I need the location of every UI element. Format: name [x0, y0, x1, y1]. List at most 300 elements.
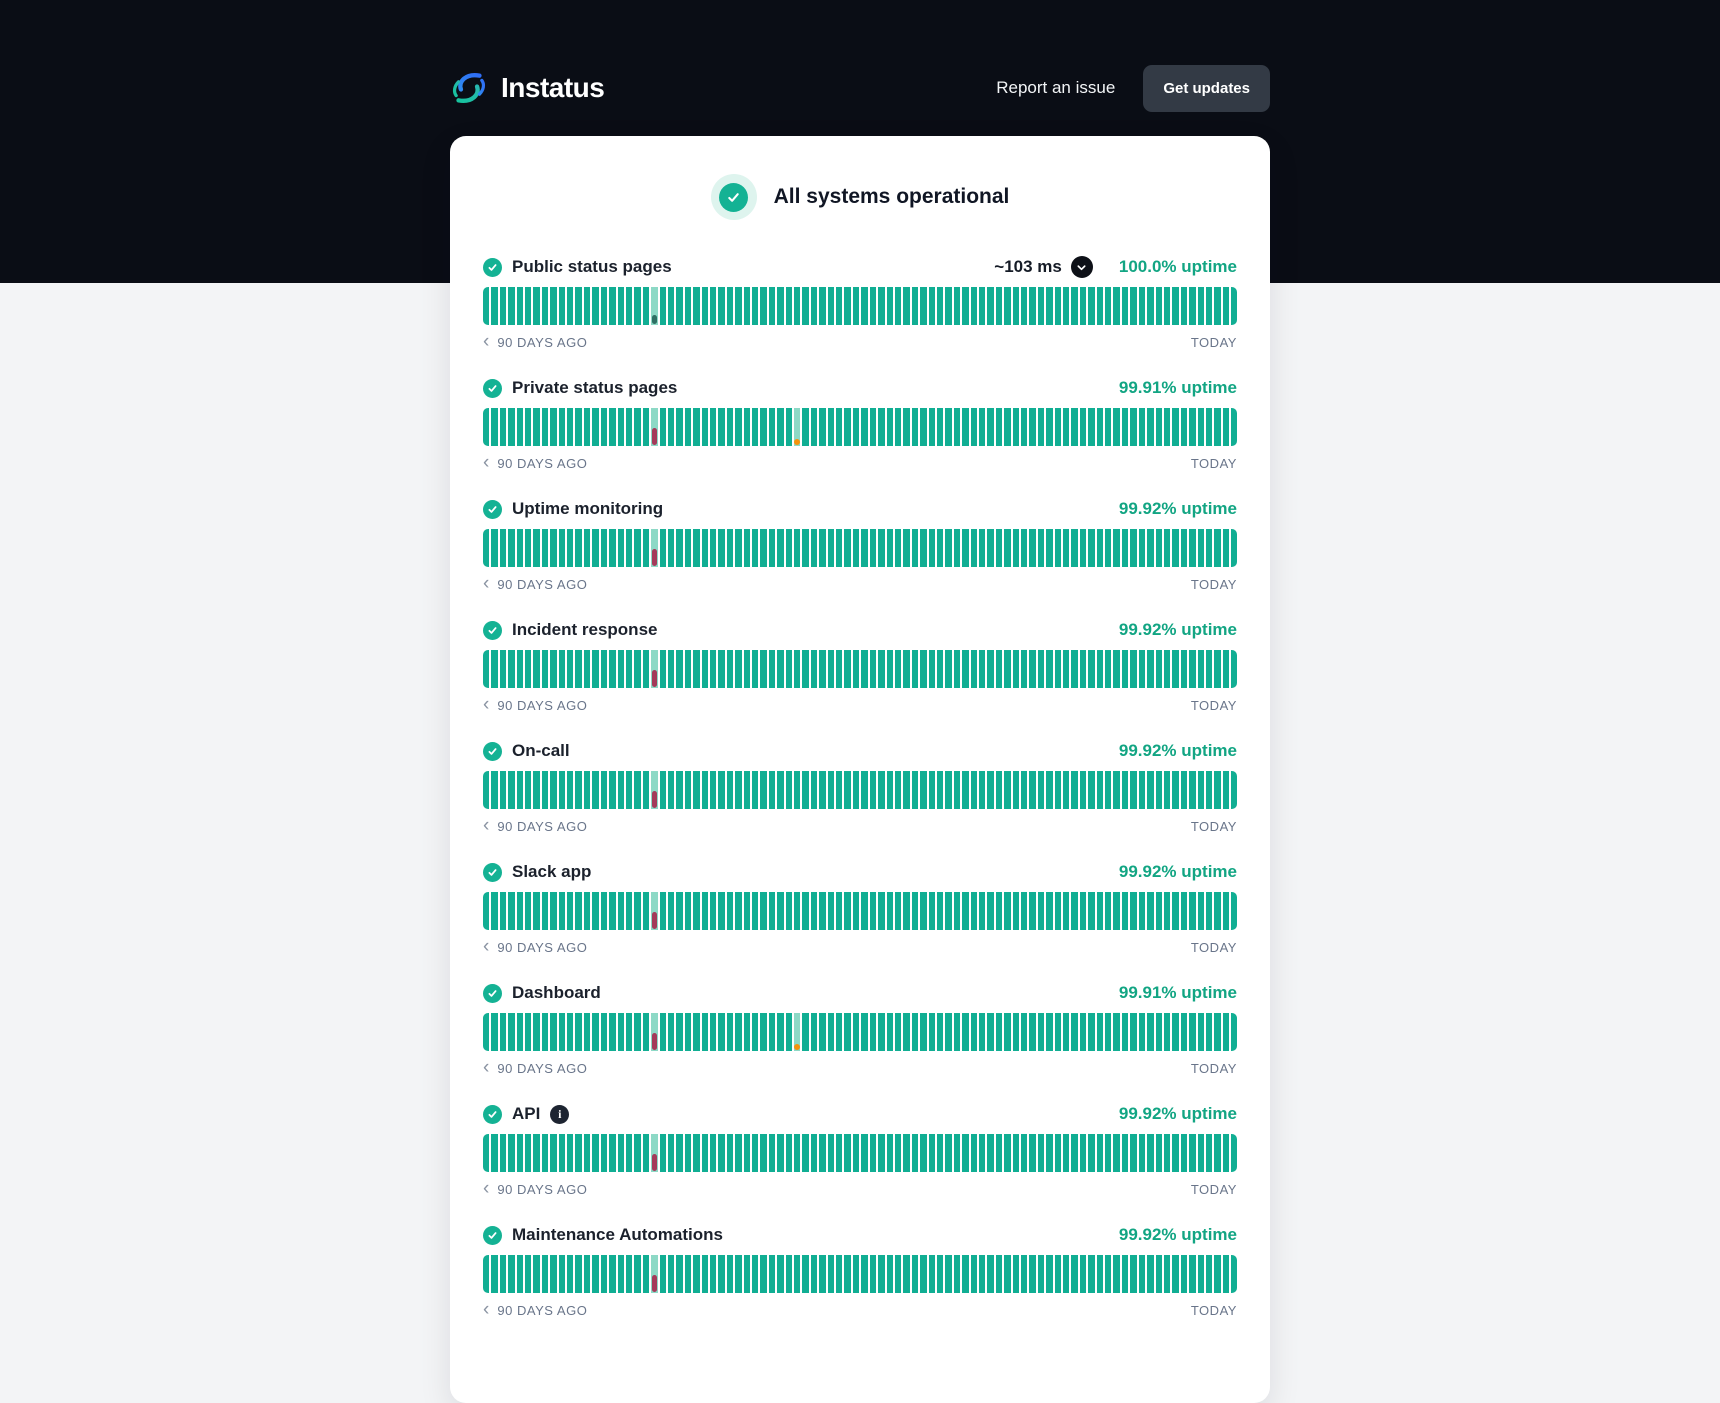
uptime-day-cell[interactable]: [861, 1255, 867, 1293]
uptime-day-cell[interactable]: [1122, 892, 1128, 930]
uptime-day-cell[interactable]: [592, 771, 598, 809]
uptime-day-cell[interactable]: [626, 1013, 632, 1051]
uptime-day-cell[interactable]: [710, 771, 716, 809]
uptime-day-cell[interactable]: [1164, 1255, 1170, 1293]
uptime-day-cell[interactable]: [954, 1255, 960, 1293]
uptime-day-cell[interactable]: [1164, 771, 1170, 809]
uptime-day-cell[interactable]: [559, 892, 565, 930]
uptime-day-cell[interactable]: [760, 771, 766, 809]
uptime-day-cell[interactable]: [727, 1013, 733, 1051]
uptime-day-cell[interactable]: [811, 408, 817, 446]
uptime-day-cell[interactable]: [853, 408, 859, 446]
uptime-day-cell[interactable]: [575, 408, 581, 446]
uptime-day-cell[interactable]: [550, 1134, 556, 1172]
uptime-day-cell[interactable]: [1113, 1255, 1119, 1293]
uptime-day-cell[interactable]: [525, 287, 531, 325]
uptime-day-cell[interactable]: [853, 287, 859, 325]
uptime-day-cell[interactable]: [575, 529, 581, 567]
uptime-day-cell[interactable]: [929, 1134, 935, 1172]
uptime-day-cell[interactable]: [794, 650, 800, 688]
uptime-day-cell[interactable]: [609, 650, 615, 688]
uptime-day-cell[interactable]: [1105, 408, 1111, 446]
uptime-day-cell[interactable]: [752, 650, 758, 688]
uptime-day-cell[interactable]: [1147, 650, 1153, 688]
uptime-day-cell[interactable]: [971, 529, 977, 567]
uptime-day-cell[interactable]: [609, 1134, 615, 1172]
uptime-day-cell[interactable]: [887, 408, 893, 446]
uptime-day-cell[interactable]: [744, 771, 750, 809]
uptime-day-cell[interactable]: [777, 529, 783, 567]
uptime-day-cell[interactable]: [693, 650, 699, 688]
uptime-day-cell[interactable]: [1088, 892, 1094, 930]
uptime-day-cell[interactable]: [1231, 287, 1237, 325]
uptime-day-cell[interactable]: [1046, 287, 1052, 325]
uptime-day-cell[interactable]: [575, 650, 581, 688]
uptime-day-cell[interactable]: [929, 892, 935, 930]
uptime-day-cell[interactable]: [542, 892, 548, 930]
uptime-day-cell[interactable]: [693, 287, 699, 325]
uptime-day-cell[interactable]: [903, 1134, 909, 1172]
uptime-day-cell[interactable]: [618, 892, 624, 930]
uptime-day-cell[interactable]: [878, 529, 884, 567]
uptime-day-cell[interactable]: [794, 529, 800, 567]
uptime-day-cell[interactable]: [828, 892, 834, 930]
uptime-day-cell[interactable]: [1071, 650, 1077, 688]
chevron-left-icon[interactable]: ‹: [483, 936, 490, 957]
uptime-day-cell[interactable]: [887, 892, 893, 930]
uptime-day-cell[interactable]: [1156, 650, 1162, 688]
uptime-day-cell[interactable]: [769, 1255, 775, 1293]
uptime-day-cell[interactable]: [718, 892, 724, 930]
uptime-day-cell[interactable]: [693, 771, 699, 809]
uptime-day-cell[interactable]: [1088, 650, 1094, 688]
uptime-day-cell[interactable]: [996, 1255, 1002, 1293]
uptime-day-cell[interactable]: [1172, 771, 1178, 809]
uptime-day-cell[interactable]: [735, 529, 741, 567]
uptime-day-cell[interactable]: [508, 892, 514, 930]
uptime-day-cell[interactable]: [962, 650, 968, 688]
uptime-day-cell[interactable]: [1080, 1134, 1086, 1172]
uptime-day-cell[interactable]: [971, 1134, 977, 1172]
uptime-day-cell[interactable]: [1063, 529, 1069, 567]
uptime-day-cell[interactable]: [903, 408, 909, 446]
uptime-day-cell[interactable]: [819, 892, 825, 930]
uptime-day-cell[interactable]: [685, 650, 691, 688]
uptime-day-cell[interactable]: [878, 1134, 884, 1172]
uptime-day-cell[interactable]: [760, 529, 766, 567]
uptime-day-cell[interactable]: [786, 287, 792, 325]
uptime-day-cell[interactable]: [517, 771, 523, 809]
uptime-day-cell[interactable]: [1071, 529, 1077, 567]
uptime-day-cell[interactable]: [1214, 650, 1220, 688]
uptime-day-cell[interactable]: [693, 529, 699, 567]
uptime-day-cell[interactable]: [702, 771, 708, 809]
uptime-day-cell[interactable]: [1004, 892, 1010, 930]
uptime-day-cell[interactable]: [693, 408, 699, 446]
uptime-day-cell[interactable]: [575, 1134, 581, 1172]
uptime-day-cell[interactable]: [878, 287, 884, 325]
uptime-day-cell[interactable]: [794, 408, 800, 446]
uptime-day-cell[interactable]: [727, 650, 733, 688]
uptime-day-cell[interactable]: [601, 1255, 607, 1293]
uptime-day-cell[interactable]: [1198, 529, 1204, 567]
uptime-day-cell[interactable]: [1156, 1013, 1162, 1051]
uptime-day-cell[interactable]: [760, 1134, 766, 1172]
uptime-day-cell[interactable]: [651, 1255, 657, 1293]
uptime-day-cell[interactable]: [1113, 529, 1119, 567]
uptime-day-cell[interactable]: [567, 771, 573, 809]
uptime-day-cell[interactable]: [903, 1013, 909, 1051]
uptime-day-cell[interactable]: [483, 892, 489, 930]
uptime-day-cell[interactable]: [819, 1013, 825, 1051]
chevron-left-icon[interactable]: ‹: [483, 573, 490, 594]
uptime-day-cell[interactable]: [533, 1134, 539, 1172]
uptime-day-cell[interactable]: [718, 1013, 724, 1051]
uptime-day-cell[interactable]: [802, 892, 808, 930]
uptime-day-cell[interactable]: [1147, 287, 1153, 325]
uptime-day-cell[interactable]: [685, 408, 691, 446]
uptime-day-cell[interactable]: [1189, 287, 1195, 325]
uptime-day-cell[interactable]: [735, 408, 741, 446]
uptime-day-cell[interactable]: [1122, 1134, 1128, 1172]
uptime-day-cell[interactable]: [634, 1255, 640, 1293]
uptime-day-cell[interactable]: [491, 892, 497, 930]
uptime-day-cell[interactable]: [769, 529, 775, 567]
uptime-day-cell[interactable]: [1038, 287, 1044, 325]
uptime-day-cell[interactable]: [887, 287, 893, 325]
uptime-day-cell[interactable]: [836, 529, 842, 567]
uptime-day-cell[interactable]: [1105, 650, 1111, 688]
uptime-day-cell[interactable]: [929, 287, 935, 325]
uptime-day-cell[interactable]: [1029, 1013, 1035, 1051]
uptime-day-cell[interactable]: [693, 1255, 699, 1293]
uptime-day-cell[interactable]: [996, 892, 1002, 930]
uptime-day-cell[interactable]: [1105, 529, 1111, 567]
uptime-day-cell[interactable]: [836, 287, 842, 325]
uptime-day-cell[interactable]: [533, 287, 539, 325]
uptime-day-cell[interactable]: [1080, 1013, 1086, 1051]
uptime-day-cell[interactable]: [643, 1134, 649, 1172]
uptime-day-cell[interactable]: [760, 1013, 766, 1051]
uptime-day-cell[interactable]: [1172, 892, 1178, 930]
uptime-day-cell[interactable]: [559, 1134, 565, 1172]
uptime-day-cell[interactable]: [987, 771, 993, 809]
chevron-left-icon[interactable]: ‹: [483, 815, 490, 836]
uptime-day-cell[interactable]: [1113, 1013, 1119, 1051]
uptime-day-cell[interactable]: [1063, 771, 1069, 809]
uptime-day-cell[interactable]: [1004, 408, 1010, 446]
uptime-day-cell[interactable]: [517, 892, 523, 930]
uptime-day-cell[interactable]: [592, 1255, 598, 1293]
uptime-day-cell[interactable]: [609, 1013, 615, 1051]
uptime-day-cell[interactable]: [550, 892, 556, 930]
uptime-day-cell[interactable]: [525, 408, 531, 446]
uptime-day-cell[interactable]: [491, 408, 497, 446]
uptime-day-cell[interactable]: [1147, 892, 1153, 930]
uptime-day-cell[interactable]: [811, 771, 817, 809]
uptime-day-cell[interactable]: [1038, 1255, 1044, 1293]
uptime-day-cell[interactable]: [718, 650, 724, 688]
uptime-day-cell[interactable]: [1055, 1134, 1061, 1172]
uptime-day-cell[interactable]: [895, 408, 901, 446]
uptime-day-cell[interactable]: [559, 650, 565, 688]
uptime-day-cell[interactable]: [752, 529, 758, 567]
uptime-day-cell[interactable]: [1013, 1255, 1019, 1293]
uptime-day-cell[interactable]: [483, 1255, 489, 1293]
uptime-day-cell[interactable]: [760, 1255, 766, 1293]
uptime-day-cell[interactable]: [971, 1013, 977, 1051]
uptime-day-cell[interactable]: [836, 1013, 842, 1051]
uptime-day-cell[interactable]: [1231, 529, 1237, 567]
uptime-day-cell[interactable]: [1029, 1255, 1035, 1293]
uptime-day-cell[interactable]: [887, 1255, 893, 1293]
uptime-day-cell[interactable]: [508, 287, 514, 325]
uptime-day-cell[interactable]: [962, 287, 968, 325]
uptime-day-cell[interactable]: [811, 1255, 817, 1293]
uptime-day-cell[interactable]: [819, 287, 825, 325]
uptime-day-cell[interactable]: [1231, 892, 1237, 930]
uptime-day-cell[interactable]: [500, 529, 506, 567]
report-issue-link[interactable]: Report an issue: [996, 78, 1116, 97]
uptime-day-cell[interactable]: [1206, 892, 1212, 930]
uptime-day-cell[interactable]: [1021, 1255, 1027, 1293]
chevron-left-icon[interactable]: ‹: [483, 331, 490, 352]
uptime-day-cell[interactable]: [1130, 771, 1136, 809]
uptime-day-cell[interactable]: [811, 1134, 817, 1172]
uptime-day-cell[interactable]: [945, 1013, 951, 1051]
uptime-day-cell[interactable]: [609, 892, 615, 930]
uptime-day-cell[interactable]: [752, 1255, 758, 1293]
uptime-day-cell[interactable]: [1071, 1013, 1077, 1051]
uptime-day-cell[interactable]: [954, 529, 960, 567]
uptime-day-cell[interactable]: [954, 408, 960, 446]
uptime-day-cell[interactable]: [1063, 1013, 1069, 1051]
uptime-day-cell[interactable]: [870, 892, 876, 930]
uptime-day-cell[interactable]: [1164, 1013, 1170, 1051]
uptime-day-cell[interactable]: [752, 287, 758, 325]
uptime-day-cell[interactable]: [1097, 408, 1103, 446]
uptime-day-cell[interactable]: [794, 1255, 800, 1293]
uptime-day-cell[interactable]: [1055, 287, 1061, 325]
uptime-day-cell[interactable]: [1130, 892, 1136, 930]
uptime-day-cell[interactable]: [870, 529, 876, 567]
uptime-day-cell[interactable]: [634, 529, 640, 567]
uptime-day-cell[interactable]: [844, 408, 850, 446]
uptime-day-cell[interactable]: [1181, 650, 1187, 688]
uptime-day-cell[interactable]: [533, 892, 539, 930]
uptime-day-cell[interactable]: [533, 650, 539, 688]
uptime-day-cell[interactable]: [727, 1255, 733, 1293]
uptime-day-cell[interactable]: [592, 408, 598, 446]
uptime-day-cell[interactable]: [844, 650, 850, 688]
uptime-day-cell[interactable]: [844, 1255, 850, 1293]
uptime-day-cell[interactable]: [777, 1013, 783, 1051]
uptime-day-cell[interactable]: [903, 1255, 909, 1293]
uptime-day-cell[interactable]: [979, 529, 985, 567]
uptime-day-cell[interactable]: [811, 650, 817, 688]
uptime-day-cell[interactable]: [887, 771, 893, 809]
uptime-day-cell[interactable]: [584, 892, 590, 930]
uptime-day-cell[interactable]: [828, 529, 834, 567]
uptime-day-cell[interactable]: [626, 771, 632, 809]
uptime-day-cell[interactable]: [584, 650, 590, 688]
uptime-day-cell[interactable]: [929, 1255, 935, 1293]
uptime-day-cell[interactable]: [895, 287, 901, 325]
uptime-day-cell[interactable]: [912, 771, 918, 809]
uptime-day-cell[interactable]: [559, 287, 565, 325]
uptime-day-cell[interactable]: [618, 287, 624, 325]
uptime-day-cell[interactable]: [1214, 529, 1220, 567]
uptime-day-cell[interactable]: [483, 1134, 489, 1172]
uptime-day-cell[interactable]: [693, 892, 699, 930]
uptime-day-cell[interactable]: [1231, 1255, 1237, 1293]
uptime-day-cell[interactable]: [500, 650, 506, 688]
uptime-day-cell[interactable]: [727, 408, 733, 446]
uptime-day-cell[interactable]: [828, 1134, 834, 1172]
uptime-day-cell[interactable]: [718, 1255, 724, 1293]
uptime-day-cell[interactable]: [718, 408, 724, 446]
uptime-day-cell[interactable]: [500, 892, 506, 930]
uptime-day-cell[interactable]: [945, 408, 951, 446]
uptime-day-cell[interactable]: [1198, 771, 1204, 809]
uptime-day-cell[interactable]: [870, 650, 876, 688]
uptime-day-cell[interactable]: [962, 771, 968, 809]
uptime-day-cell[interactable]: [1156, 287, 1162, 325]
uptime-day-cell[interactable]: [668, 408, 674, 446]
uptime-day-cell[interactable]: [1206, 1013, 1212, 1051]
uptime-day-cell[interactable]: [920, 771, 926, 809]
uptime-day-cell[interactable]: [601, 892, 607, 930]
uptime-day-cell[interactable]: [962, 1255, 968, 1293]
uptime-day-cell[interactable]: [483, 287, 489, 325]
uptime-day-cell[interactable]: [870, 1255, 876, 1293]
uptime-day-cell[interactable]: [634, 771, 640, 809]
uptime-day-cell[interactable]: [777, 650, 783, 688]
uptime-day-cell[interactable]: [1198, 892, 1204, 930]
uptime-day-cell[interactable]: [525, 1255, 531, 1293]
uptime-day-cell[interactable]: [1206, 1255, 1212, 1293]
chevron-left-icon[interactable]: ‹: [483, 1178, 490, 1199]
uptime-day-cell[interactable]: [1172, 1255, 1178, 1293]
uptime-day-cell[interactable]: [1122, 1013, 1128, 1051]
uptime-day-cell[interactable]: [584, 529, 590, 567]
uptime-day-cell[interactable]: [937, 1013, 943, 1051]
uptime-day-cell[interactable]: [525, 892, 531, 930]
uptime-day-cell[interactable]: [651, 1013, 657, 1051]
uptime-day-cell[interactable]: [1172, 529, 1178, 567]
uptime-day-cell[interactable]: [828, 287, 834, 325]
uptime-day-cell[interactable]: [634, 892, 640, 930]
uptime-day-cell[interactable]: [660, 650, 666, 688]
uptime-day-cell[interactable]: [1164, 1134, 1170, 1172]
uptime-day-cell[interactable]: [660, 1255, 666, 1293]
uptime-day-cell[interactable]: [844, 529, 850, 567]
uptime-day-cell[interactable]: [786, 1255, 792, 1293]
uptime-day-cell[interactable]: [794, 1013, 800, 1051]
uptime-day-cell[interactable]: [676, 1134, 682, 1172]
uptime-day-cell[interactable]: [861, 1013, 867, 1051]
uptime-day-cell[interactable]: [668, 1255, 674, 1293]
uptime-day-cell[interactable]: [769, 1013, 775, 1051]
chevron-left-icon[interactable]: ‹: [483, 452, 490, 473]
uptime-day-cell[interactable]: [517, 1013, 523, 1051]
uptime-day-cell[interactable]: [584, 1013, 590, 1051]
uptime-day-cell[interactable]: [811, 529, 817, 567]
uptime-day-cell[interactable]: [979, 408, 985, 446]
uptime-day-cell[interactable]: [626, 1134, 632, 1172]
uptime-day-cell[interactable]: [786, 1134, 792, 1172]
uptime-day-cell[interactable]: [1088, 1134, 1094, 1172]
uptime-day-cell[interactable]: [1130, 1255, 1136, 1293]
uptime-day-cell[interactable]: [609, 408, 615, 446]
uptime-day-cell[interactable]: [1113, 892, 1119, 930]
uptime-day-cell[interactable]: [954, 650, 960, 688]
uptime-day-cell[interactable]: [744, 650, 750, 688]
uptime-day-cell[interactable]: [517, 1255, 523, 1293]
uptime-day-cell[interactable]: [1038, 650, 1044, 688]
uptime-day-cell[interactable]: [567, 408, 573, 446]
uptime-day-cell[interactable]: [550, 1255, 556, 1293]
uptime-day-cell[interactable]: [1113, 771, 1119, 809]
uptime-day-cell[interactable]: [676, 650, 682, 688]
uptime-day-cell[interactable]: [769, 650, 775, 688]
uptime-day-cell[interactable]: [1013, 1134, 1019, 1172]
uptime-day-cell[interactable]: [542, 529, 548, 567]
uptime-day-cell[interactable]: [500, 1255, 506, 1293]
uptime-day-cell[interactable]: [1113, 408, 1119, 446]
uptime-day-cell[interactable]: [937, 408, 943, 446]
uptime-day-cell[interactable]: [962, 529, 968, 567]
uptime-day-cell[interactable]: [887, 650, 893, 688]
uptime-day-cell[interactable]: [1223, 408, 1229, 446]
uptime-day-cell[interactable]: [626, 408, 632, 446]
uptime-day-cell[interactable]: [584, 287, 590, 325]
uptime-day-cell[interactable]: [517, 408, 523, 446]
uptime-day-cell[interactable]: [929, 408, 935, 446]
uptime-day-cell[interactable]: [895, 529, 901, 567]
uptime-day-cell[interactable]: [987, 1013, 993, 1051]
uptime-day-cell[interactable]: [643, 1013, 649, 1051]
uptime-day-cell[interactable]: [592, 1013, 598, 1051]
uptime-day-cell[interactable]: [1046, 650, 1052, 688]
uptime-day-cell[interactable]: [844, 892, 850, 930]
uptime-day-cell[interactable]: [500, 1134, 506, 1172]
uptime-day-cell[interactable]: [1080, 529, 1086, 567]
uptime-day-cell[interactable]: [508, 529, 514, 567]
uptime-day-cell[interactable]: [575, 1255, 581, 1293]
uptime-day-cell[interactable]: [500, 1013, 506, 1051]
uptime-day-cell[interactable]: [777, 287, 783, 325]
uptime-day-cell[interactable]: [1231, 1134, 1237, 1172]
uptime-day-cell[interactable]: [685, 892, 691, 930]
uptime-day-cell[interactable]: [533, 529, 539, 567]
uptime-day-cell[interactable]: [1172, 287, 1178, 325]
uptime-day-cell[interactable]: [1147, 529, 1153, 567]
uptime-day-cell[interactable]: [937, 287, 943, 325]
uptime-day-cell[interactable]: [1063, 892, 1069, 930]
uptime-day-cell[interactable]: [971, 892, 977, 930]
uptime-day-cell[interactable]: [1080, 892, 1086, 930]
uptime-day-cell[interactable]: [559, 1255, 565, 1293]
uptime-day-cell[interactable]: [760, 892, 766, 930]
uptime-day-cell[interactable]: [794, 287, 800, 325]
uptime-day-cell[interactable]: [1223, 1013, 1229, 1051]
uptime-day-cell[interactable]: [971, 650, 977, 688]
uptime-day-cell[interactable]: [618, 771, 624, 809]
uptime-day-cell[interactable]: [483, 650, 489, 688]
uptime-day-cell[interactable]: [996, 771, 1002, 809]
uptime-day-cell[interactable]: [971, 1255, 977, 1293]
